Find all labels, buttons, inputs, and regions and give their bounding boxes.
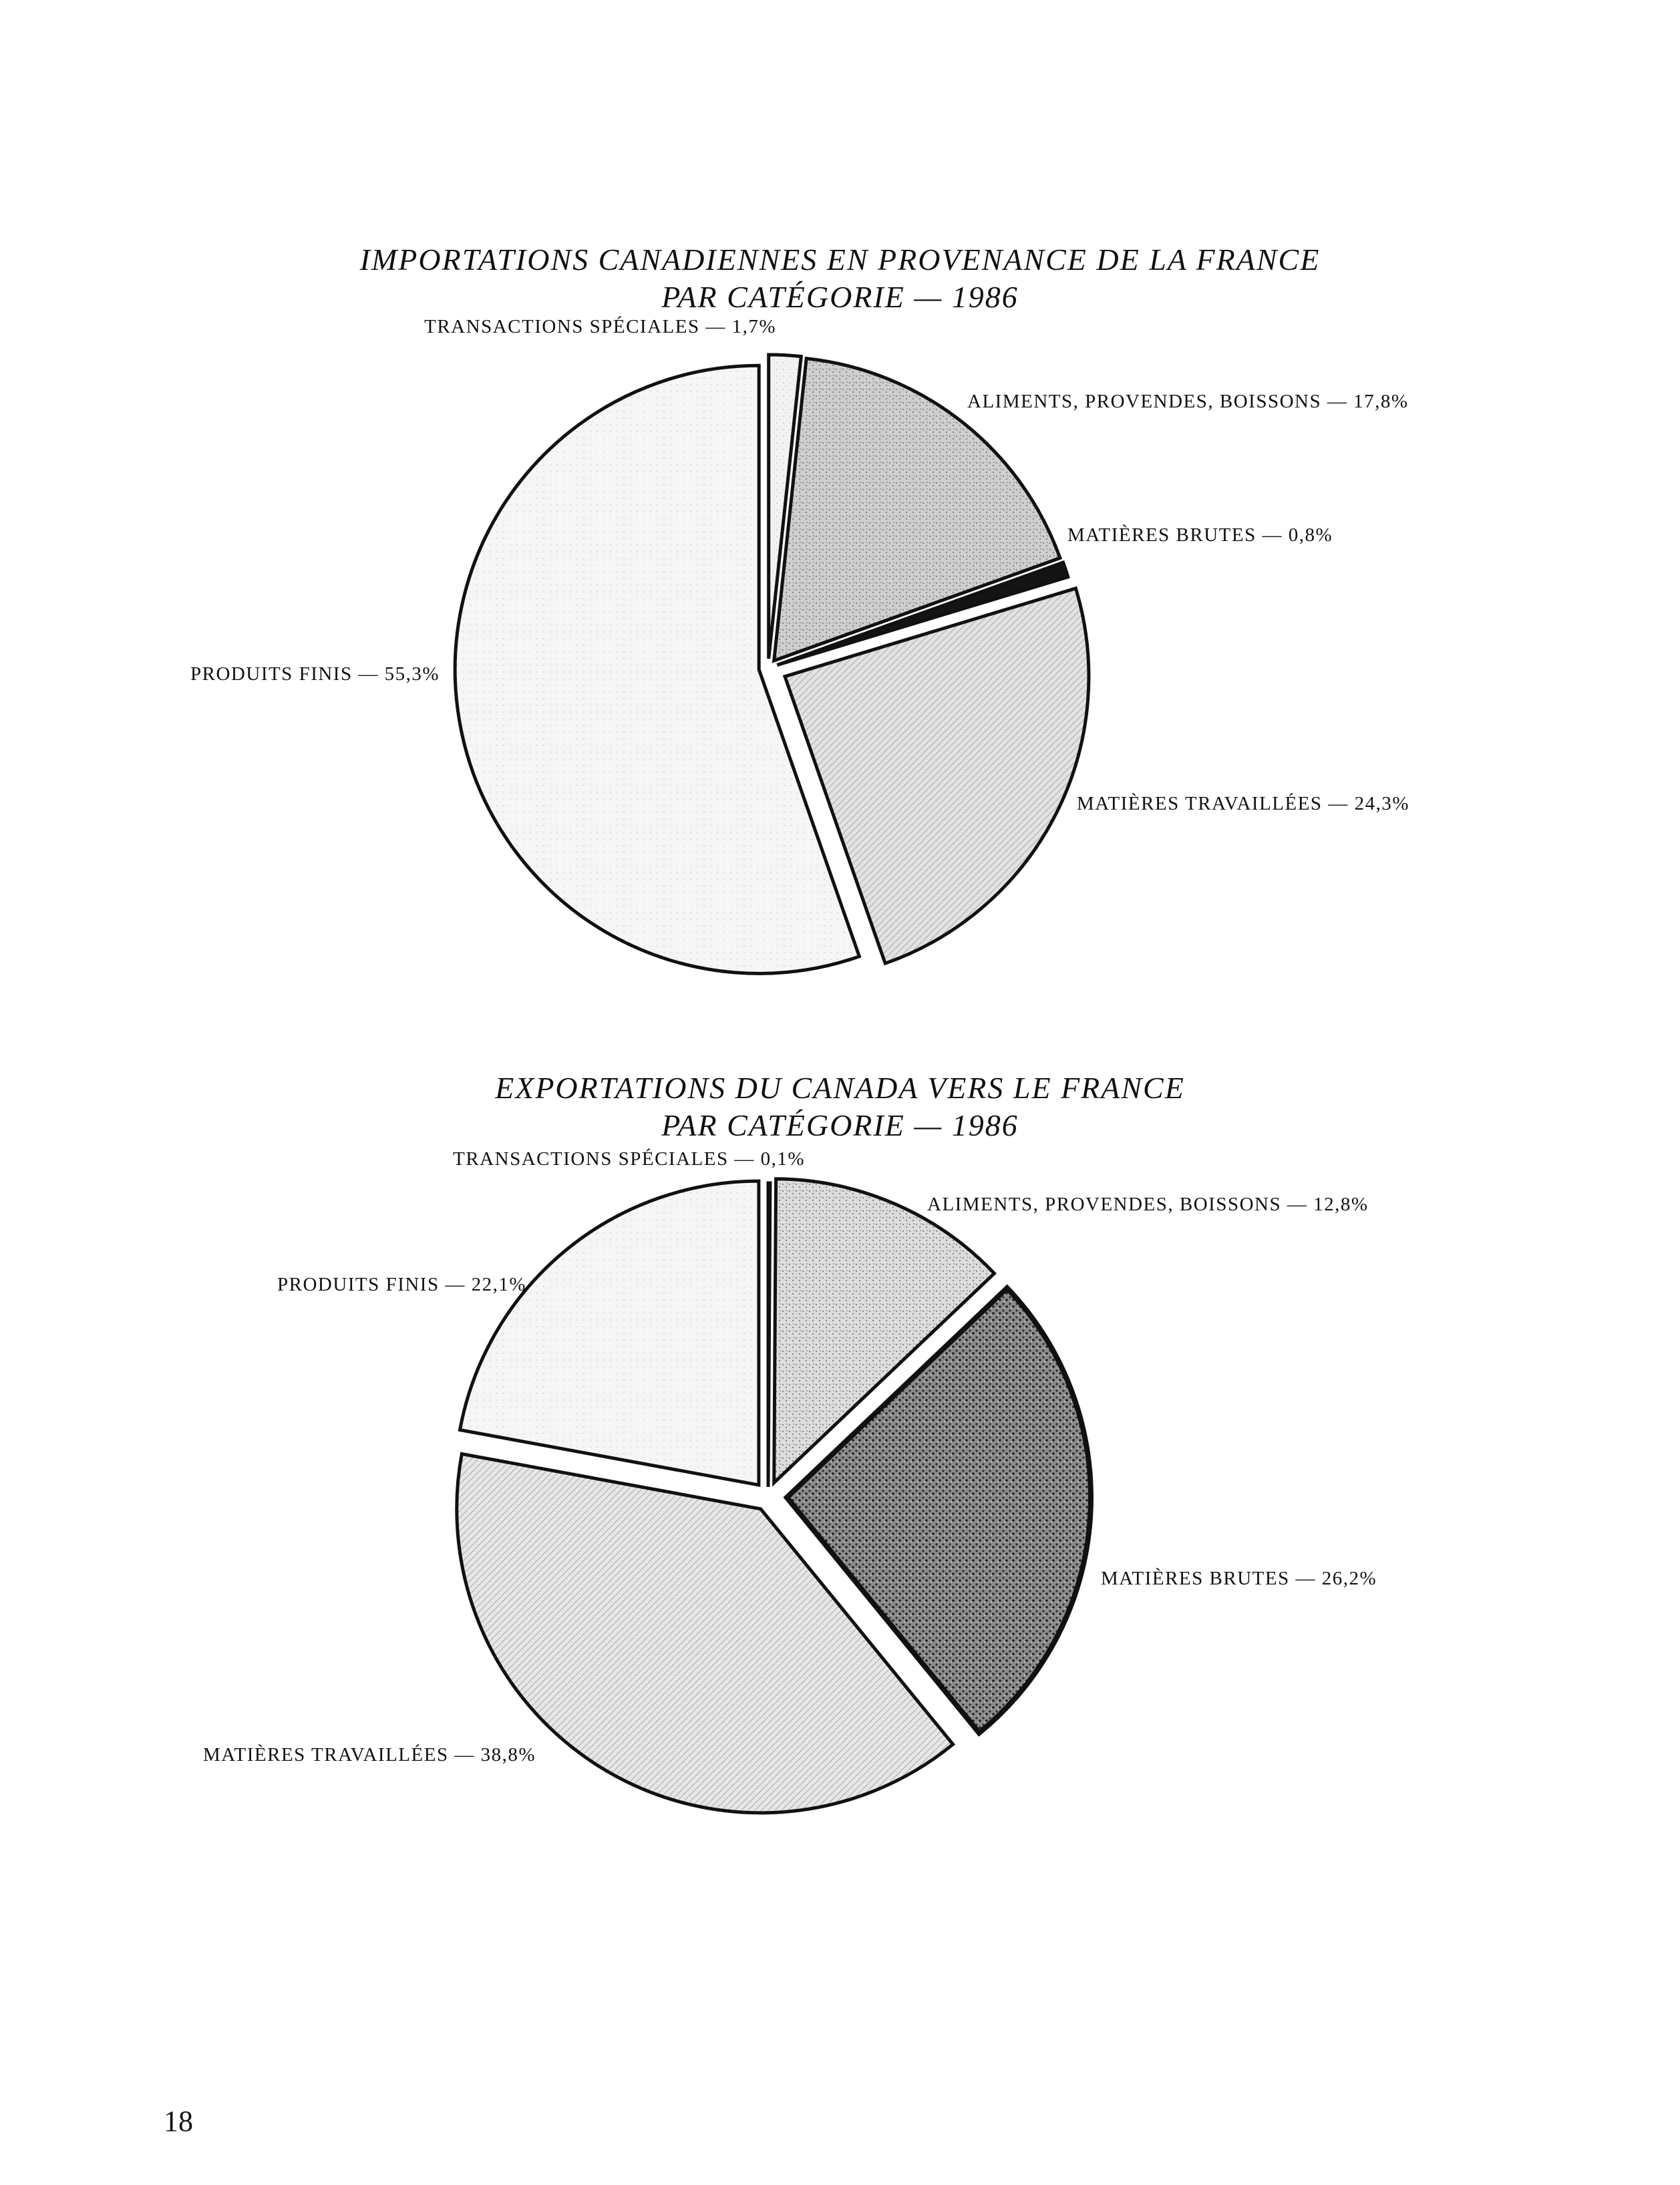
import-chart-title: IMPORTATIONS CANADIENNES EN PROVENANCE DE LA FRANCE bbox=[359, 242, 1321, 277]
export-chart-title: EXPORTATIONS DU CANADA VERS LE FRANCE bbox=[495, 1071, 1185, 1105]
slice-label: PRODUITS FINIS — 22,1% bbox=[277, 1274, 526, 1295]
pie-slice bbox=[768, 1183, 770, 1487]
export-chart-subtitle: PAR CATÉGORIE — 1986 bbox=[661, 1108, 1019, 1142]
slice-label: MATIÈRES BRUTES — 0,8% bbox=[1067, 524, 1333, 546]
page-number: 18 bbox=[164, 2105, 193, 2138]
slice-label: MATIÈRES TRAVAILLÉES — 24,3% bbox=[1077, 793, 1409, 814]
slice-label: MATIÈRES BRUTES — 26,2% bbox=[1101, 1568, 1377, 1589]
slice-label: ALIMENTS, PROVENDES, BOISSONS — 12,8% bbox=[927, 1194, 1369, 1215]
slice-label: TRANSACTIONS SPÉCIALES — 1,7% bbox=[424, 316, 776, 337]
slice-label: PRODUITS FINIS — 55,3% bbox=[190, 663, 440, 685]
slice-label: TRANSACTIONS SPÉCIALES — 0,1% bbox=[453, 1148, 805, 1170]
slice-label: ALIMENTS, PROVENDES, BOISSONS — 17,8% bbox=[967, 391, 1409, 412]
export-pie-chart bbox=[0, 1149, 1680, 1850]
pie-slice bbox=[460, 1181, 759, 1485]
slice-label: MATIÈRES TRAVAILLÉES — 38,8% bbox=[203, 1744, 536, 1766]
import-chart-subtitle: PAR CATÉGORIE — 1986 bbox=[661, 280, 1019, 314]
import-pie-chart bbox=[0, 316, 1680, 1035]
